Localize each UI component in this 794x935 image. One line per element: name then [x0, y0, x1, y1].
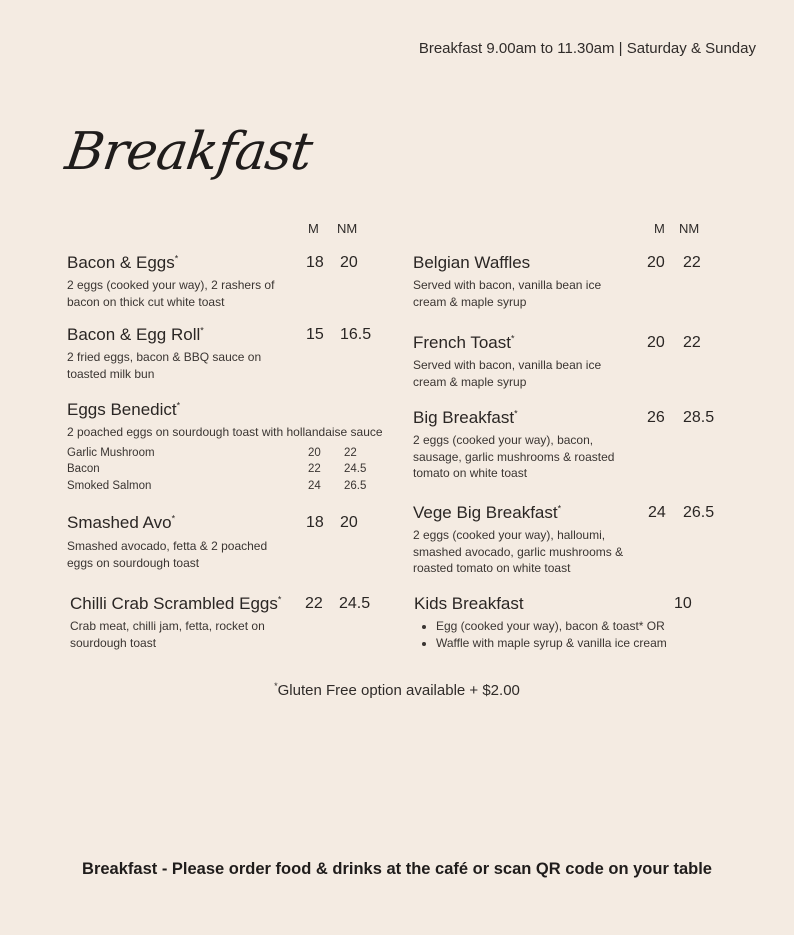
menu-item-name: Belgian Waffles: [413, 253, 531, 272]
kids-options-list: [416, 618, 667, 651]
menu-item-name: Smashed Avo*: [67, 513, 176, 532]
menu-item-description: Crab meat, chilli jam, fetta, rocket on sourdough toast: [70, 619, 265, 650]
list-item: • Waffle with maple syrup & vanilla ice cream: [436, 635, 667, 652]
menu-item-description: 2 eggs (cooked your way), bacon, sausage, garlic mushrooms & roasted tomato on white toast: [413, 433, 615, 480]
menu-item-name: Eggs Benedict*: [67, 400, 181, 419]
price-m: 15: [306, 326, 324, 343]
price-m: 20: [647, 254, 665, 271]
menu-item-description: Smashed avocado, fetta & 2 poached eggs on sourdough toast: [67, 539, 268, 570]
option-price-m: 20: [308, 447, 321, 459]
page-title: Breakfast: [61, 122, 316, 182]
gluten-free-note: *Gluten Free option available + $2.00: [274, 681, 520, 699]
option-price-nm: 26.5: [344, 480, 367, 492]
price-nm: 16.5: [340, 326, 372, 343]
price-m: 18: [306, 254, 324, 271]
price-m: 26: [647, 409, 665, 426]
price-nm: 20: [340, 254, 358, 271]
price-nm: 24.5: [339, 595, 371, 612]
menu-item-name: Chilli Crab Scrambled Eggs*: [70, 594, 282, 613]
column-header-nm: NM: [337, 221, 358, 236]
price: 10: [674, 595, 692, 612]
price-m: 22: [305, 595, 323, 612]
menu-item-description: Served with bacon, vanilla bean ice cream & maple syrup: [413, 358, 602, 389]
option-name: Garlic Mushroom: [67, 447, 155, 459]
menu-item-description: 2 eggs (cooked your way), 2 rashers of bacon on thick cut white toast: [67, 278, 275, 309]
price-nm: 26.5: [683, 504, 715, 521]
option-price-nm: 24.5: [344, 463, 367, 475]
price-m: 24: [648, 504, 666, 521]
menu-item-description: 2 poached eggs on sourdough toast with hollandaise sauce: [67, 425, 383, 439]
option-price-m: 24: [308, 480, 321, 492]
list-item: • Egg (cooked your way), bacon & toast* OR: [436, 618, 667, 635]
menu-item-name: Big Breakfast*: [413, 408, 518, 427]
order-instructions: Breakfast - Please order food & drinks at the café or scan QR code on your table: [82, 860, 712, 878]
price-nm: 28.5: [683, 409, 715, 426]
column-header-nm: NM: [679, 221, 700, 236]
option-price-nm: 22: [344, 447, 357, 459]
column-header-m: M: [654, 221, 665, 236]
menu-item-name: Bacon & Eggs*: [67, 253, 179, 272]
price-nm: 22: [683, 254, 701, 271]
option-name: Smoked Salmon: [67, 480, 152, 492]
menu-item-description: 2 fried eggs, bacon & BBQ sauce on toasted milk bun: [67, 350, 262, 381]
menu-item-name: Kids Breakfast: [414, 594, 524, 613]
menu-item-name: Bacon & Egg Roll*: [67, 325, 204, 344]
price-nm: 20: [340, 514, 358, 531]
option-price-m: 22: [308, 463, 321, 475]
option-name: Bacon: [67, 463, 100, 475]
menu-item-description: 2 eggs (cooked your way), halloumi, smashed avocado, garlic mushrooms & roasted tomato on white toast: [413, 528, 624, 575]
price-m: 20: [647, 334, 665, 351]
menu-item-name: Vege Big Breakfast*: [413, 503, 562, 522]
menu-item-description: Served with bacon, vanilla bean ice cream & maple syrup: [413, 278, 602, 309]
service-hours: Breakfast 9.00am to 11.30am | Saturday & Sunday: [418, 40, 756, 57]
menu-item-name: French Toast*: [413, 333, 515, 352]
price-nm: 22: [683, 334, 701, 351]
column-header-m: M: [308, 221, 319, 236]
price-m: 18: [306, 514, 324, 531]
